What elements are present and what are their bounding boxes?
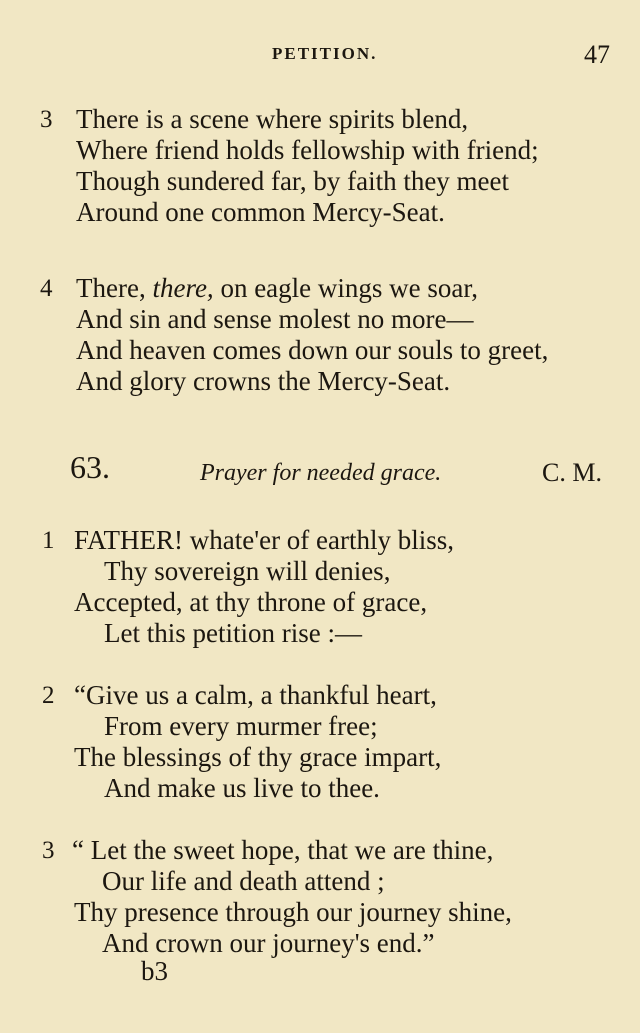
verse-line: “ Let the sweet hope, that we are thine, (72, 835, 494, 865)
hymn-meter: C. M. (542, 458, 602, 487)
verse-line: And glory crowns the Mercy-Seat. (76, 366, 451, 396)
verse-line: Accepted, at thy throne of grace, (74, 587, 428, 617)
verse-line: Though sundered far, by faith they meet (76, 166, 510, 196)
verse-line (76, 272, 478, 304)
verse-line: Thy sovereign will denies, (104, 556, 391, 586)
verse-line: Where friend holds fellowship with friend; (76, 135, 539, 165)
hymn-number: 63. (70, 449, 110, 485)
verse-line: “Give us a calm, a thankful heart, (74, 680, 437, 710)
verse-line: FATHER! whate'er of earthly bliss, (74, 525, 455, 555)
line-text: on eagle wings we soar, (213, 273, 479, 303)
emphasized-word: there, (152, 273, 214, 303)
verse-line: There is a scene where spirits blend, (76, 104, 469, 134)
verse-line: Let this petition rise :— (104, 618, 362, 648)
verse-number: 3 (40, 106, 53, 133)
verse-line: And make us live to thee. (104, 773, 380, 803)
verse-line: And sin and sense molest no more— (76, 304, 474, 334)
verse-line: The blessings of thy grace impart, (74, 742, 442, 772)
hymn-title: Prayer for needed grace. (200, 460, 442, 486)
signature-mark: b3 (141, 956, 168, 986)
verse-number: 1 (42, 527, 55, 554)
verse-line: Around one common Mercy-Seat. (76, 197, 445, 227)
running-title: PETITION. (272, 44, 378, 63)
verse-number: 3 (42, 837, 55, 864)
verse-line: And heaven comes down our souls to greet, (76, 335, 549, 365)
verse-line: From every murmer free; (104, 711, 378, 741)
verse-number: 4 (40, 275, 53, 302)
verse-line: And crown our journey's end.” (102, 928, 435, 958)
verse-line: Our life and death attend ; (102, 866, 385, 896)
line-text: There, (76, 273, 153, 303)
page-number: 47 (584, 40, 610, 69)
verse-number: 2 (42, 682, 55, 709)
verse-line: Thy presence through our journey shine, (74, 897, 512, 927)
